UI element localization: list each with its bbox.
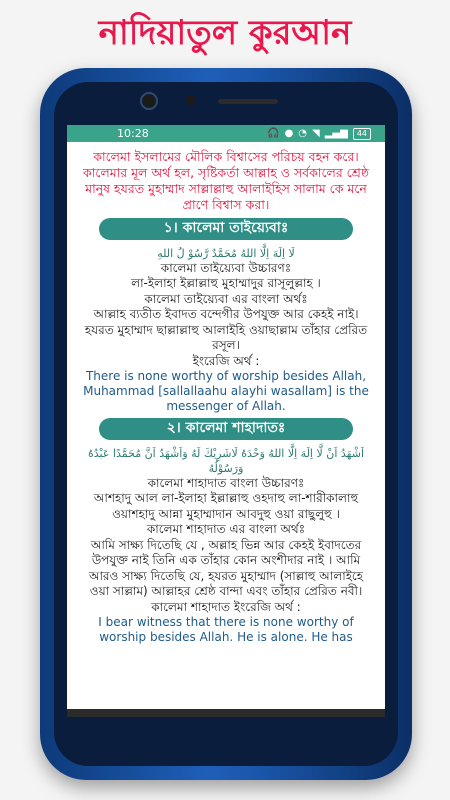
proximity-sensor xyxy=(186,95,196,105)
app-screen xyxy=(67,125,385,717)
kalema-section xyxy=(81,418,371,645)
english-label: ইংরেজি অর্থ : xyxy=(192,353,260,368)
english-text: There is none worthy of worship besides Allah, Muhammad [sallallaahu alayhi wasallam] is the messenger of Allah. xyxy=(83,369,369,413)
battery-icon: 44 xyxy=(353,128,371,140)
signal-icon: ▂▄▆ xyxy=(324,128,348,139)
intro-text: কালেমা ইসলামের মৌলিক বিশ্বাসের পরিচয় বহন করে। কালেমার মূল অর্থ হল, সৃষ্টিকর্তা আল্লাহ ও সর্বকালের শ্রেষ্ঠ মানুষ হযরত মুহাম্মাদ সাল্লাল্লাহু আলাইহিস সালাম কে মনে প্রাণে বিশ্বাস করা। xyxy=(82,149,369,212)
english-text: I bear witness that there is none worthy of worship besides Allah. He is alone. He has xyxy=(98,615,354,644)
front-camera xyxy=(140,92,158,110)
english-label: কালেমা শাহাদাত ইংরেজি অর্থ : xyxy=(151,599,301,614)
kalema-section xyxy=(81,218,371,414)
status-icons xyxy=(267,128,371,140)
pronunciation-text: লা-ইলাহা ইল্লাল্লাহু মুহাম্মাদুর রাসূলুল্লাহ । xyxy=(131,276,321,290)
arabic-text: اَشْهَدُ اَنْ لَّا اِلَهَ اِلَّا اللهُ وَحْدَهُ لَاشَرِيْكَ لَهُ وَاَشْهَدُ اَنَّ مُحَمَّدًا عَبْدُهُ وَرَسُوْلُهُ xyxy=(87,446,365,475)
meaning-label: কালেমা তাইয়্যেবা এর বাংলা অর্থঃ xyxy=(144,291,308,306)
wifi-icon: ◥ xyxy=(312,128,320,139)
section-header: ১। কালেমা তাইয়্যেবাঃ xyxy=(99,218,353,240)
headphone-icon: 🎧 xyxy=(267,128,280,139)
promo-title: নাদিয়াতুল কুরআন xyxy=(98,13,352,53)
earpiece-speaker xyxy=(218,99,278,104)
pronunciation-label: কালেমা শাহাদাত বাংলা উচ্চারণঃ xyxy=(147,475,305,490)
status-bar xyxy=(67,125,385,142)
bottom-bar xyxy=(67,709,385,717)
kalema-content[interactable] xyxy=(67,142,385,645)
meaning-text: আল্লাহ ব্যতীত ইবাদত বন্দেগীর উপযুক্ত আর কেহই নাই। হযরত মুহাম্মাদ ছাল্লাল্লাহু আলাইহি ওয়াছাল্লাম তাঁহার প্রেরিত রসূল। xyxy=(84,307,368,352)
status-time: 10:28 xyxy=(117,127,149,140)
meaning-text: আমি সাক্ষ্য দিতেছি যে , অল্লাহ ভিন্ন আর কেহই ইবাদতের উপযুক্ত নাই তিনি এক তাঁহার কোন অংশীদার নাই । আমি আরও সাক্ষ্য দিতেছি যে, হযরত মুহাম্মাদ (সাল্লাহু আলাইহে ওয়া সাল্লাম) আল্লাহর শ্রেষ্ঠ বান্দা এবং তাঁহার প্রেরিত নবী। xyxy=(88,537,364,598)
location-icon: ● xyxy=(284,128,294,139)
pronunciation-label: কালেমা তাইয়্যেবা উচ্চারণঃ xyxy=(160,260,292,275)
section-header: ২। কালেমা শাহাদাতঃ xyxy=(99,418,353,440)
meaning-label: কালেমা শাহাদাত এর বাংলা অর্থঃ xyxy=(146,522,306,536)
alarm-icon: ◔ xyxy=(298,128,308,139)
pronunciation-text: আশহাদু আল লা-ইলাহা ইল্লাল্লাহু ওহদাহু লা-শারীকালাহু ওয়াশহাদু আন্না মুহাম্মাদান আবদুহু ওয়া রাছুলুহু । xyxy=(93,491,359,521)
arabic-text: لَا اِلَهَ اِلَّا اللهُ مُحَمَّدٌ رَّسُوْ لُ اللهِ xyxy=(157,246,295,260)
